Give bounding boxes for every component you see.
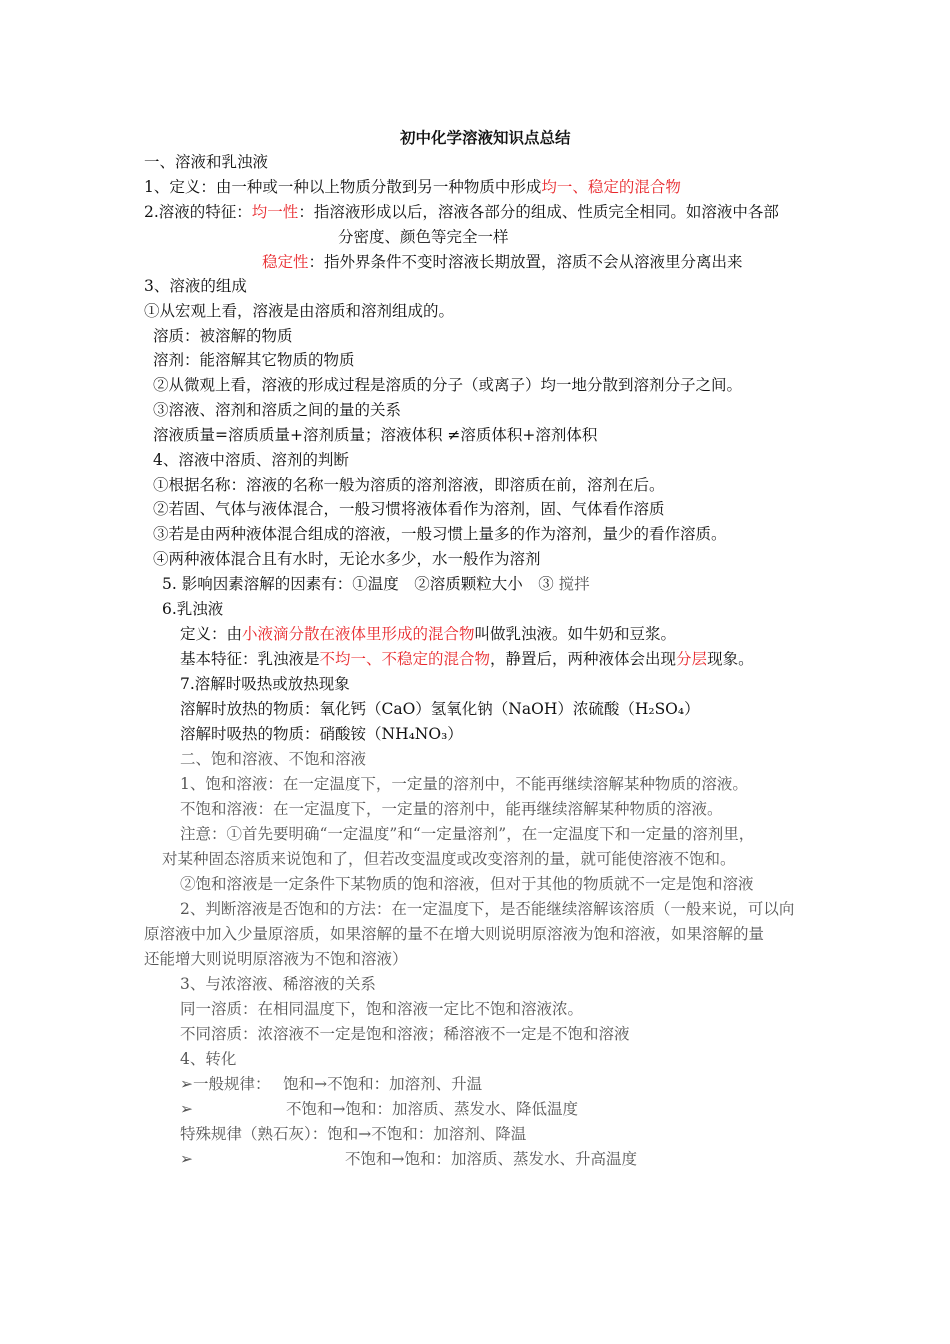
text-span: 2.溶液的特征： — [144, 203, 252, 221]
text-line: ③若是由两种液体混合组成的溶液，一般习惯上量多的作为溶剂，量少的看作溶质。 — [153, 525, 727, 543]
text-span: ，静置后，两种液体会出现 — [490, 650, 677, 668]
text-line: 2、判断溶液是否饱和的方法：在一定温度下，是否能继续溶解该溶质（一般来说，可以向 — [180, 900, 795, 918]
text-line — [180, 647, 754, 671]
section-heading: 二、饱和溶液、不饱和溶液 — [180, 750, 367, 768]
text-line: ②从微观上看，溶液的形成过程是溶质的分子（或离子）均一地分散到溶剂分子之间。 — [153, 376, 743, 394]
page-title: 初中化学溶液知识点总结 — [400, 128, 571, 147]
text-line — [262, 250, 743, 274]
text-line: ➢一般规律： 饱和→不饱和：加溶剂、升温 — [180, 1075, 483, 1093]
text-line: 溶液质量=溶质质量+溶剂质量；溶液体积 ≠溶质体积+溶剂体积 — [153, 426, 598, 444]
text-line: 对某种固态溶质来说饱和了，但若改变温度或改变溶剂的量，就可能使溶液不饱和。 — [162, 850, 736, 868]
section-heading: 4、转化 — [180, 1050, 237, 1068]
section-heading: 6.乳浊液 — [162, 600, 224, 618]
text-line: 不饱和→饱和：加溶质、蒸发水、降低温度 — [286, 1100, 578, 1118]
text-line: 溶解时吸热的物质：硝酸铵（NH₄NO₃） — [180, 725, 463, 743]
section-heading: 3、与浓溶液、稀溶液的关系 — [180, 975, 376, 993]
text-line: 不饱和→饱和：加溶质、蒸发水、升高温度 — [345, 1150, 637, 1168]
text-line: 不同溶质：浓溶液不一定是饱和溶液；稀溶液不一定是不饱和溶液 — [180, 1025, 630, 1043]
text-span: ：指溶液形成以后，溶液各部分的组成、性质完全相同。如溶液中各部 — [298, 203, 779, 221]
text-line — [180, 622, 676, 646]
text-line: 还能增大则说明原溶液为不饱和溶液） — [144, 950, 408, 968]
text-span: 搅拌 — [558, 575, 590, 593]
highlight-text: 均一性 — [251, 203, 299, 221]
text-line: 特殊规律（熟石灰）：饱和→不饱和：加溶剂、降温 — [180, 1125, 527, 1143]
text-line: ①从宏观上看，溶液是由溶质和溶剂组成的。 — [144, 302, 455, 320]
text-line: 溶质：被溶解的物质 — [153, 327, 293, 345]
text-line: ④两种液体混合且有水时，无论水多少，水一般作为溶剂 — [153, 550, 541, 568]
text-span: 1、定义：由一种或一种以上物质分散到另一种物质中形成 — [144, 178, 542, 196]
text-span: 现象。 — [707, 650, 754, 668]
text-line: 溶解时放热的物质：氧化钙（CaO）氢氧化钠（NaOH）浓硫酸（H₂SO₄） — [180, 700, 700, 718]
text-span: 基本特征：乳浊液是 — [180, 650, 320, 668]
text-line: 注意：①首先要明确“一定温度”和“一定量溶剂”，在一定温度下和一定量的溶剂里， — [180, 825, 755, 843]
highlight-text: 分层 — [676, 650, 708, 668]
section-heading: 4、溶液中溶质、溶剂的判断 — [153, 451, 349, 469]
text-span: ：指外界条件不变时溶液长期放置，溶质不会从溶液里分离出来 — [308, 253, 743, 271]
text-line — [162, 572, 590, 596]
text-line: 不饱和溶液：在一定温度下，一定量的溶剂中，能再继续溶解某种物质的溶液。 — [180, 800, 723, 818]
text-line: 1、饱和溶液：在一定温度下，一定量的溶剂中，不能再继续溶解某种物质的溶液。 — [180, 775, 748, 793]
section-heading: 3、溶液的组成 — [144, 277, 247, 295]
highlight-text: 均一、稳定的混合物 — [541, 178, 681, 196]
text-line — [144, 200, 779, 224]
text-line: 原溶液中加入少量原溶质，如果溶解的量不在增大则说明原溶液为饱和溶液，如果溶解的量 — [144, 925, 765, 943]
text-line: ②饱和溶液是一定条件下某物质的饱和溶液，但对于其他的物质就不一定是饱和溶液 — [180, 875, 754, 893]
highlight-text: 小液滴分散在液体里形成的混合物 — [242, 625, 475, 643]
text-line: 溶剂：能溶解其它物质的物质 — [153, 351, 355, 369]
arrow-bullet-icon: ➢ — [180, 1100, 193, 1118]
section-heading: 一、溶液和乳浊液 — [144, 153, 269, 171]
text-span: 定义：由 — [180, 625, 243, 643]
highlight-text: 稳定性 — [262, 253, 309, 271]
text-line: ③溶液、溶剂和溶质之间的量的关系 — [153, 401, 402, 419]
text-line: 同一溶质：在相同温度下，饱和溶液一定比不饱和溶液浓。 — [180, 1000, 584, 1018]
text-span: 叫做乳浊液。如牛奶和豆浆。 — [474, 625, 677, 643]
text-span: 5. 影响因素溶解的因素有：①温度 ②溶质颗粒大小 ③ — [162, 575, 559, 593]
text-line: ①根据名称：溶液的名称一般为溶质的溶剂溶液，即溶质在前，溶剂在后。 — [153, 476, 665, 494]
section-heading: 7.溶解时吸热或放热现象 — [180, 675, 350, 693]
text-line — [144, 175, 681, 199]
text-line: 分密度、颜色等完全一样 — [338, 228, 509, 246]
text-line: ②若固、气体与液体混合，一般习惯将液体看作为溶剂，固、气体看作溶质 — [153, 500, 665, 518]
arrow-bullet-icon: ➢ — [180, 1150, 193, 1168]
highlight-text: 不均一、不稳定的混合物 — [319, 650, 491, 668]
